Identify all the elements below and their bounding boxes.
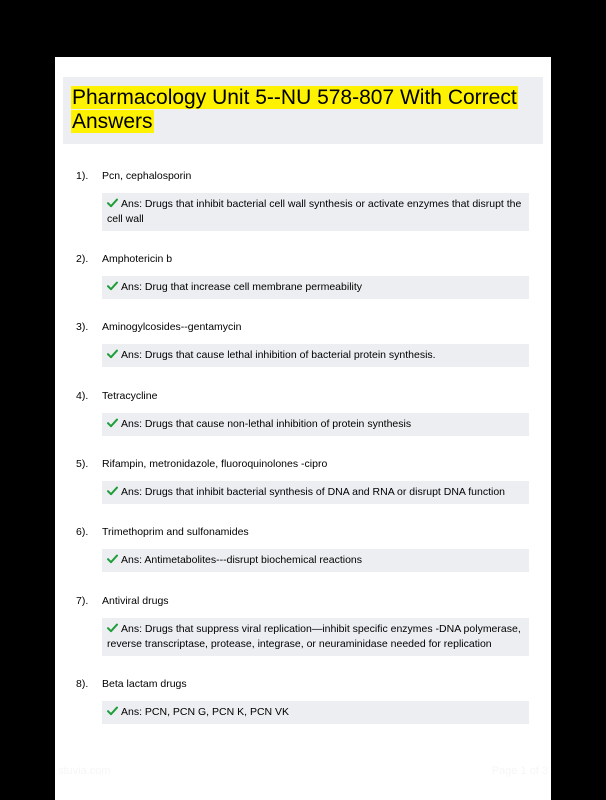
check-icon [107,623,118,633]
answer-text: Ans: Drug that increase cell membrane permeability [121,281,363,293]
check-icon [107,486,118,496]
answer-box [102,413,529,436]
check-icon [107,281,118,291]
answer-text: Ans: Drugs that cause lethal inhibition of bacterial protein synthesis. [121,349,436,361]
answer-box [102,549,529,572]
question-number: 1). [76,170,89,182]
answer-text: Ans: Drugs that inhibit bacterial synthesis of DNA and RNA or disrupt DNA function [121,486,506,498]
footer-watermark: stuvia.com [58,765,111,777]
question-text: Beta lactam drugs [102,678,187,690]
check-icon [107,418,118,428]
question-text: Trimethoprim and sulfonamides [102,526,249,538]
document-page [55,57,551,800]
check-icon [107,554,118,564]
title-highlight: Pharmacology Unit 5--NU 578-807 With Correct Answers [72,86,517,133]
answer-text: Ans: Drugs that suppress viral replication—inhibit specific enzymes -DNA polymerase, reverse transcriptase, protease, integrase, or neuraminidase needed for replication [107,623,521,650]
answer-text: Ans: PCN, PCN G, PCN K, PCN VK [121,706,290,718]
question-number: 2). [76,253,89,265]
question-text: Aminogylcosides--gentamycin [102,321,242,333]
question-text: Antiviral drugs [102,595,169,607]
answer-box [102,701,529,724]
question-number: 4). [76,390,89,402]
question-number: 6). [76,526,89,538]
check-icon [107,349,118,359]
question-text: Tetracycline [102,390,158,402]
question-text: Amphotericin b [102,253,173,265]
document-title [71,86,531,134]
answer-box [102,618,529,656]
title-box [63,77,543,144]
answer-box [102,481,529,504]
answer-box [102,344,529,367]
check-icon [107,198,118,208]
question-text: Rifampin, metronidazole, fluoroquinolones -cipro [102,458,328,470]
answer-box [102,193,529,231]
question-text: Pcn, cephalosporin [102,170,192,182]
question-number: 7). [76,595,89,607]
answer-text: Ans: Drugs that cause non-lethal inhibition of protein synthesis [121,418,412,430]
question-number: 3). [76,321,89,333]
check-icon [107,706,118,716]
answer-text: Ans: Antimetabolites---disrupt biochemical reactions [121,554,363,566]
answer-text: Ans: Drugs that inhibit bacterial cell wall synthesis or activate enzymes that disrupt the cell wall [107,198,522,225]
page-number: Page 1 of 3 [491,765,548,777]
question-number: 8). [76,678,89,690]
answer-box [102,276,529,299]
question-number: 5). [76,458,89,470]
